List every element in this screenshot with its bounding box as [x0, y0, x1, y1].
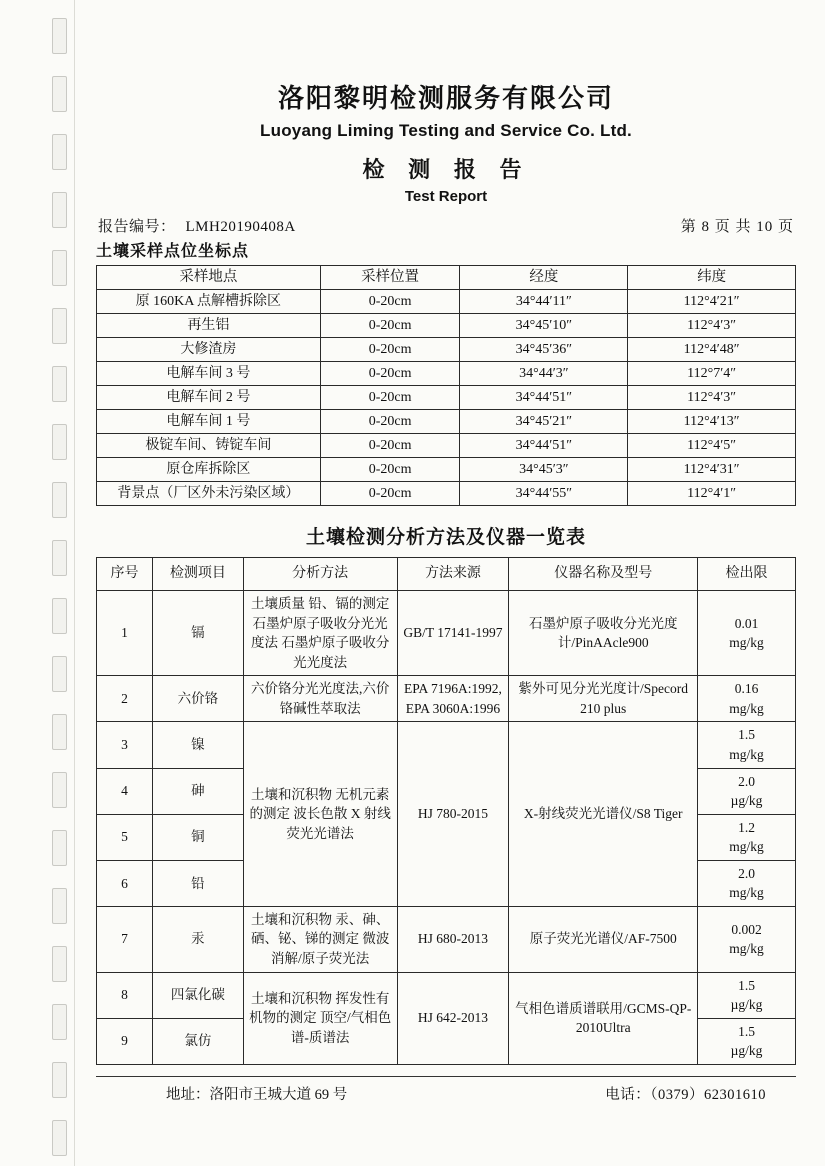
limit-unit: mg/kg	[729, 941, 764, 957]
limit-unit: µg/kg	[730, 793, 763, 809]
limit-unit: mg/kg	[729, 885, 764, 901]
report-title-en: Test Report	[404, 188, 488, 205]
table-row	[97, 972, 796, 1018]
cell-location: 电解车间 2 号	[97, 386, 321, 410]
cell-location: 极锭车间、铸锭车间	[97, 434, 321, 458]
cell-position: 0-20cm	[320, 362, 460, 386]
cell-limit	[698, 676, 796, 722]
limit-unit: µg/kg	[730, 997, 763, 1013]
col-header-instrument: 仪器名称及型号	[509, 558, 698, 591]
limit-unit: mg/kg	[729, 839, 764, 855]
col-header-method: 分析方法	[243, 558, 397, 591]
report-title-cn: 检 测 报 告	[362, 157, 530, 183]
report-meta-row	[96, 215, 796, 236]
cell-item: 砷	[152, 768, 243, 814]
cell-longitude: 34°44′3″	[460, 362, 628, 386]
col-header-no: 序号	[97, 558, 153, 591]
cell-longitude: 34°45′21″	[460, 410, 628, 434]
table-row	[97, 338, 796, 362]
cell-position: 0-20cm	[320, 434, 460, 458]
cell-no: 4	[97, 768, 153, 814]
cell-location: 背景点（厂区外未污染区域）	[97, 482, 321, 506]
company-name-cn: 洛阳黎明检测服务有限公司	[277, 84, 614, 114]
cell-item: 镉	[152, 591, 243, 676]
cell-limit	[698, 1018, 796, 1064]
cell-source: GB/T 17141-1997	[397, 591, 509, 676]
cell-method: 六价铬分光光度法,六价铬碱性萃取法	[243, 676, 397, 722]
page-footer	[96, 1076, 796, 1104]
cell-no: 8	[97, 972, 153, 1018]
cell-item: 汞	[152, 906, 243, 972]
page-number: 第 8 页 共 10 页	[680, 219, 794, 235]
cell-source: EPA 7196A:1992, EPA 3060A:1996	[397, 676, 509, 722]
limit-value: 1.5	[738, 977, 755, 993]
limit-value: 2.0	[738, 773, 755, 789]
cell-longitude: 34°44′51″	[460, 434, 628, 458]
cell-latitude: 112°7′4″	[628, 362, 796, 386]
analysis-methods-table	[96, 557, 796, 1065]
cell-latitude: 112°4′31″	[628, 458, 796, 482]
cell-limit	[698, 768, 796, 814]
cell-instrument: 紫外可见分光光度计/Specord 210 plus	[509, 676, 698, 722]
cell-longitude: 34°45′36″	[460, 338, 628, 362]
col-header-latitude: 纬度	[628, 266, 796, 290]
binding-holes	[48, 0, 74, 1166]
cell-limit	[698, 814, 796, 860]
cell-latitude: 112°4′48″	[628, 338, 796, 362]
cell-location: 原仓库拆除区	[97, 458, 321, 482]
table-row	[97, 386, 796, 410]
col-header-location: 采样地点	[97, 266, 321, 290]
cell-no: 1	[97, 591, 153, 676]
section2-title: 土壤检测分析方法及仪器一览表	[305, 526, 586, 548]
limit-value: 1.2	[738, 819, 755, 835]
cell-position: 0-20cm	[320, 482, 460, 506]
cell-no: 3	[97, 722, 153, 768]
cell-latitude: 112°4′21″	[628, 290, 796, 314]
footer-telephone: 电话：（0379）62301610	[605, 1087, 766, 1103]
cell-limit	[698, 972, 796, 1018]
table-row	[97, 410, 796, 434]
cell-instrument: 石墨炉原子吸收分光光度计/PinAAcle900	[509, 591, 698, 676]
cell-no: 2	[97, 676, 153, 722]
cell-position: 0-20cm	[320, 314, 460, 338]
section1-title: 土壤采样点位坐标点	[96, 243, 250, 260]
table-row	[97, 362, 796, 386]
cell-method: 土壤和沉积物 无机元素的测定 波长色散 X 射线荧光光谱法	[243, 722, 397, 907]
cell-item: 六价铬	[152, 676, 243, 722]
cell-item: 镍	[152, 722, 243, 768]
cell-latitude: 112°4′1″	[628, 482, 796, 506]
table-row	[97, 722, 796, 768]
cell-no: 7	[97, 906, 153, 972]
cell-instrument: 原子荧光光谱仪/AF-7500	[509, 906, 698, 972]
table-row	[97, 290, 796, 314]
cell-limit	[698, 722, 796, 768]
cell-position: 0-20cm	[320, 290, 460, 314]
cell-position: 0-20cm	[320, 386, 460, 410]
limit-unit: mg/kg	[729, 746, 764, 762]
cell-location: 原 160KA 点解槽拆除区	[97, 290, 321, 314]
limit-value: 2.0	[738, 865, 755, 881]
table-row	[97, 314, 796, 338]
cell-no: 6	[97, 860, 153, 906]
footer-address: 地址：洛阳市王城大道 69 号	[166, 1087, 348, 1103]
cell-limit	[698, 906, 796, 972]
table-row	[97, 906, 796, 972]
col-header-item: 检测项目	[152, 558, 243, 591]
cell-limit	[698, 860, 796, 906]
cell-latitude: 112°4′5″	[628, 434, 796, 458]
cell-longitude: 34°44′55″	[460, 482, 628, 506]
cell-position: 0-20cm	[320, 410, 460, 434]
cell-method: 土壤和沉积物 挥发性有机物的测定 顶空/气相色谱-质谱法	[243, 972, 397, 1064]
cell-no: 9	[97, 1018, 153, 1064]
table-row	[97, 591, 796, 676]
cell-location: 电解车间 1 号	[97, 410, 321, 434]
cell-method: 土壤和沉积物 汞、砷、硒、铋、锑的测定 微波消解/原子荧光法	[243, 906, 397, 972]
company-name-en: Luoyang Liming Testing and Service Co. Ltd.	[260, 121, 632, 140]
cell-source: HJ 642-2013	[397, 972, 509, 1064]
binding-edge-line	[74, 0, 75, 1166]
cell-longitude: 34°44′51″	[460, 386, 628, 410]
col-header-position: 采样位置	[320, 266, 460, 290]
cell-item: 氯仿	[152, 1018, 243, 1064]
cell-longitude: 34°45′10″	[460, 314, 628, 338]
cell-item: 四氯化碳	[152, 972, 243, 1018]
table-row	[97, 482, 796, 506]
limit-unit: mg/kg	[729, 700, 764, 716]
table-row	[97, 676, 796, 722]
report-number-value: LMH20190408A	[185, 219, 296, 235]
cell-latitude: 112°4′3″	[628, 386, 796, 410]
limit-value: 0.16	[734, 681, 759, 697]
report-number-label: 报告编号：	[98, 219, 176, 235]
limit-value: 1.5	[738, 727, 755, 743]
col-header-limit: 检出限	[698, 558, 796, 591]
cell-no: 5	[97, 814, 153, 860]
table-row	[97, 458, 796, 482]
report-number-block	[98, 215, 296, 236]
cell-location: 电解车间 3 号	[97, 362, 321, 386]
cell-longitude: 34°44′11″	[460, 290, 628, 314]
col-header-source: 方法来源	[397, 558, 509, 591]
limit-value: 1.5	[738, 1023, 755, 1039]
cell-latitude: 112°4′3″	[628, 314, 796, 338]
limit-value: 0.01	[734, 615, 759, 631]
cell-position: 0-20cm	[320, 338, 460, 362]
limit-unit: mg/kg	[729, 635, 764, 651]
cell-location: 再生铝	[97, 314, 321, 338]
col-header-longitude: 经度	[460, 266, 628, 290]
cell-item: 铅	[152, 860, 243, 906]
limit-value: 0.002	[731, 921, 762, 937]
cell-source: HJ 780-2015	[397, 722, 509, 907]
table-header-row	[97, 558, 796, 591]
limit-unit: µg/kg	[730, 1043, 763, 1059]
cell-limit	[698, 591, 796, 676]
cell-item: 铜	[152, 814, 243, 860]
cell-method: 土壤质量 铅、镉的测定 石墨炉原子吸收分光光度法 石墨炉原子吸收分光光度法	[243, 591, 397, 676]
sampling-coordinates-table	[96, 265, 796, 506]
cell-position: 0-20cm	[320, 458, 460, 482]
cell-instrument: X-射线荧光光谱仪/S8 Tiger	[509, 722, 698, 907]
cell-source: HJ 680-2013	[397, 906, 509, 972]
cell-latitude: 112°4′13″	[628, 410, 796, 434]
cell-instrument: 气相色谱质谱联用/GCMS-QP-2010Ultra	[509, 972, 698, 1064]
cell-location: 大修渣房	[97, 338, 321, 362]
table-row	[97, 434, 796, 458]
cell-longitude: 34°45′3″	[460, 458, 628, 482]
document-content	[96, 0, 796, 1166]
table-header-row	[97, 266, 796, 290]
